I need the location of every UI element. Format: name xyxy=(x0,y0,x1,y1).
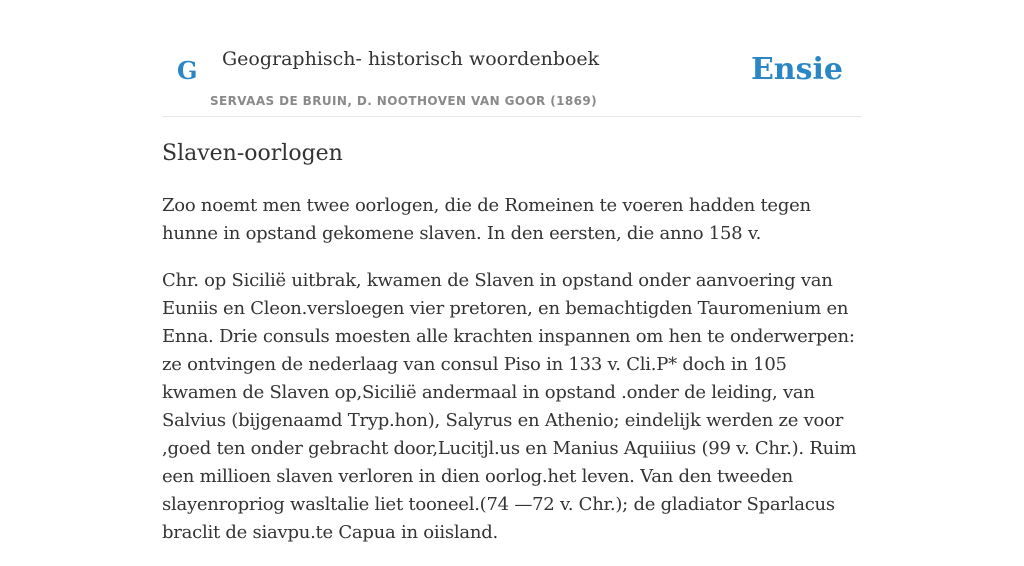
content-container xyxy=(162,0,862,543)
entry-paragraph: Zoo noemt men twee oorlogen, die de Romeinen te voeren hadden tegen hunne in opstand gekomene slaven. In den eersten, die anno 158 v. xyxy=(162,195,811,244)
entry-title: Slaven-oorlogen xyxy=(162,141,343,166)
entry-paragraph: Chr. op Sicilië uitbrak, kwamen de Slaven in opstand onder aanvoering van Euniis en Cleon.versloegen vier pretoren, en bemachtigden Tauromenium en Enna. Drie consuls moesten alle krachten inspannen om hen te onderwerpen: ze ontvingen de nederlaag van consul Piso in 133 v. Cli.P* doch in 105 kwamen de Slaven op,Sicilië andermaal in opstand .onder de leiding, van Salvius (bijgenaamd Tryp.hon), Salyrus en Athenio; eindelijk werden ze voor ,goed ten onder gebracht door,Lucitjl.us en Manius Aquiiius (99 v. Chr.). Ruim een millioen slaven verloren in dien oorlog.het leven. Van den tweeden slayenropriog wasltalie liet tooneel.(74 —72 v. Chr.); de gladiator Sparlacus braclit de siavpu.te Capua in oiisland. xyxy=(162,270,857,543)
entry-body xyxy=(162,192,862,566)
book-logo-icon[interactable]: G xyxy=(177,56,198,85)
book-title[interactable]: Geographisch- historisch woordenboek xyxy=(222,48,600,70)
ensie-logo[interactable]: Ensie xyxy=(750,52,843,87)
book-header xyxy=(162,0,862,117)
book-author: SERVAAS DE BRUIN, D. NOOTHOVEN VAN GOOR (1869) xyxy=(210,94,598,108)
